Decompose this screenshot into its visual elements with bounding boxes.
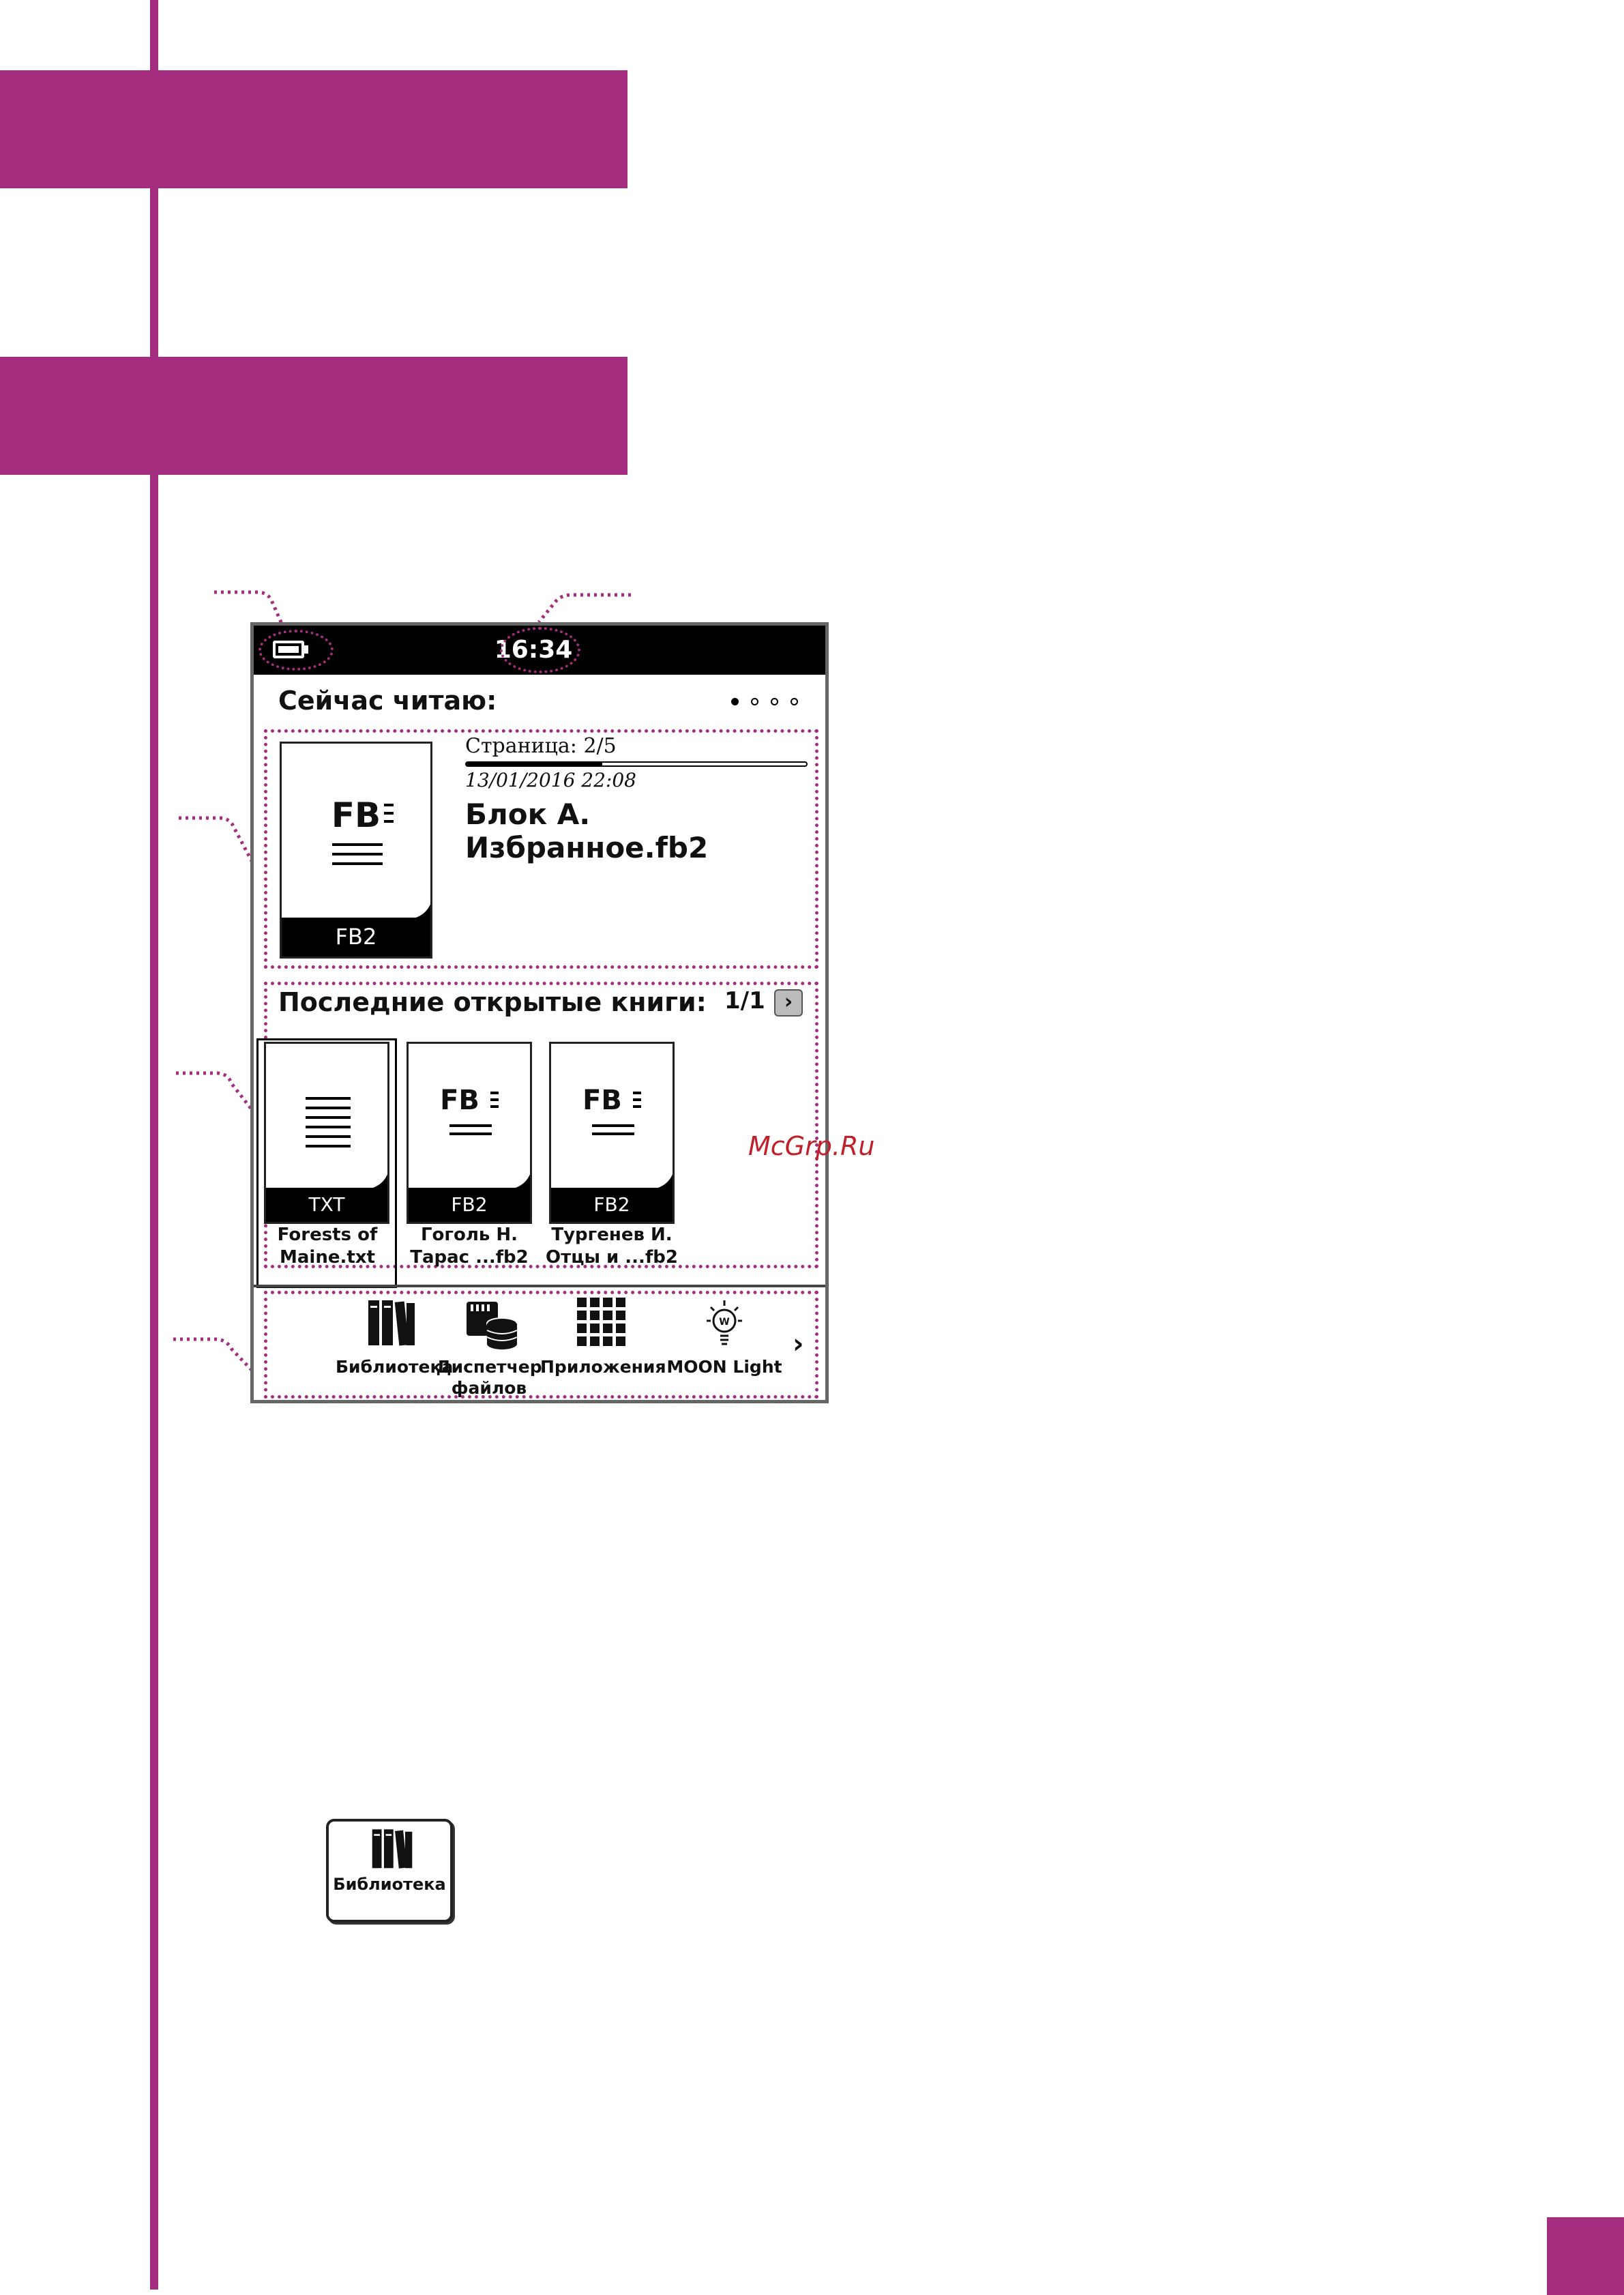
format-label: TXT <box>266 1188 387 1222</box>
page-dot-4[interactable] <box>791 698 798 705</box>
nav-file-manager[interactable]: Диспетчер файлов <box>424 1298 554 1393</box>
recent-book-cover-2[interactable] <box>407 1042 532 1224</box>
recent-book-caption-3[interactable]: Тургенев И. Отцы и ...fb2 <box>546 1225 678 1268</box>
nav-library[interactable]: Библиотека <box>336 1298 445 1393</box>
nav-more-arrow[interactable]: › <box>793 1328 804 1360</box>
recent-books-page: 1/1 <box>724 987 765 1014</box>
svg-text:W: W <box>719 1317 730 1328</box>
recent-book-caption-2[interactable]: Гоголь Н. Тарас ...fb2 <box>410 1225 529 1268</box>
light-bulb-icon <box>701 1298 748 1349</box>
recent-book-cover-1[interactable] <box>264 1042 389 1224</box>
page-corner-tab <box>1547 2217 1624 2295</box>
page-counter: Страница: 2/5 <box>465 734 617 758</box>
format-label: FB2 <box>551 1188 673 1222</box>
current-book-card[interactable] <box>264 729 818 969</box>
watermark: McGrp.Ru <box>748 1131 875 1161</box>
recent-book-caption-1[interactable]: Forests of Maine.txt <box>277 1225 378 1268</box>
page-dot-1[interactable] <box>731 698 739 705</box>
recent-books-title: Последние открытые книги: <box>278 987 707 1017</box>
format-label: FB2 <box>282 918 430 956</box>
clock: 16:34 <box>494 636 573 664</box>
apps-grid-icon <box>577 1298 626 1347</box>
library-icon <box>371 1826 413 1871</box>
page-dot-2[interactable] <box>751 698 758 705</box>
battery-highlight <box>259 630 334 671</box>
library-button-example[interactable] <box>326 1819 453 1923</box>
nav-moon-light[interactable]: W MOON Light <box>663 1298 786 1393</box>
current-book-cover[interactable] <box>280 742 432 959</box>
ereader-home-screen <box>250 622 829 1403</box>
format-label: FB2 <box>409 1188 530 1222</box>
nav-divider <box>254 1285 825 1287</box>
current-book-title[interactable]: Блок А. Избранное.fb2 <box>465 798 709 864</box>
now-reading-title: Сейчас читаю: <box>278 686 497 716</box>
nav-apps[interactable]: Приложения <box>540 1298 663 1393</box>
page-dot-3[interactable] <box>771 698 778 705</box>
library-button-label: Библиотека <box>333 1875 446 1894</box>
recent-book-cover-3[interactable] <box>549 1042 675 1224</box>
pagination-dots[interactable] <box>731 698 798 705</box>
file-manager-icon <box>464 1298 518 1349</box>
next-page-button[interactable]: › <box>774 989 803 1017</box>
fb-glyph-icon: FB <box>331 795 381 835</box>
clock-highlight <box>500 627 580 673</box>
library-icon <box>367 1298 416 1347</box>
fb-glyph-icon: FB <box>582 1085 622 1116</box>
last-read-timestamp: 13/01/2016 22:08 <box>465 769 636 791</box>
fb-glyph-icon: FB <box>440 1085 479 1116</box>
reading-progress-bar <box>465 761 808 767</box>
